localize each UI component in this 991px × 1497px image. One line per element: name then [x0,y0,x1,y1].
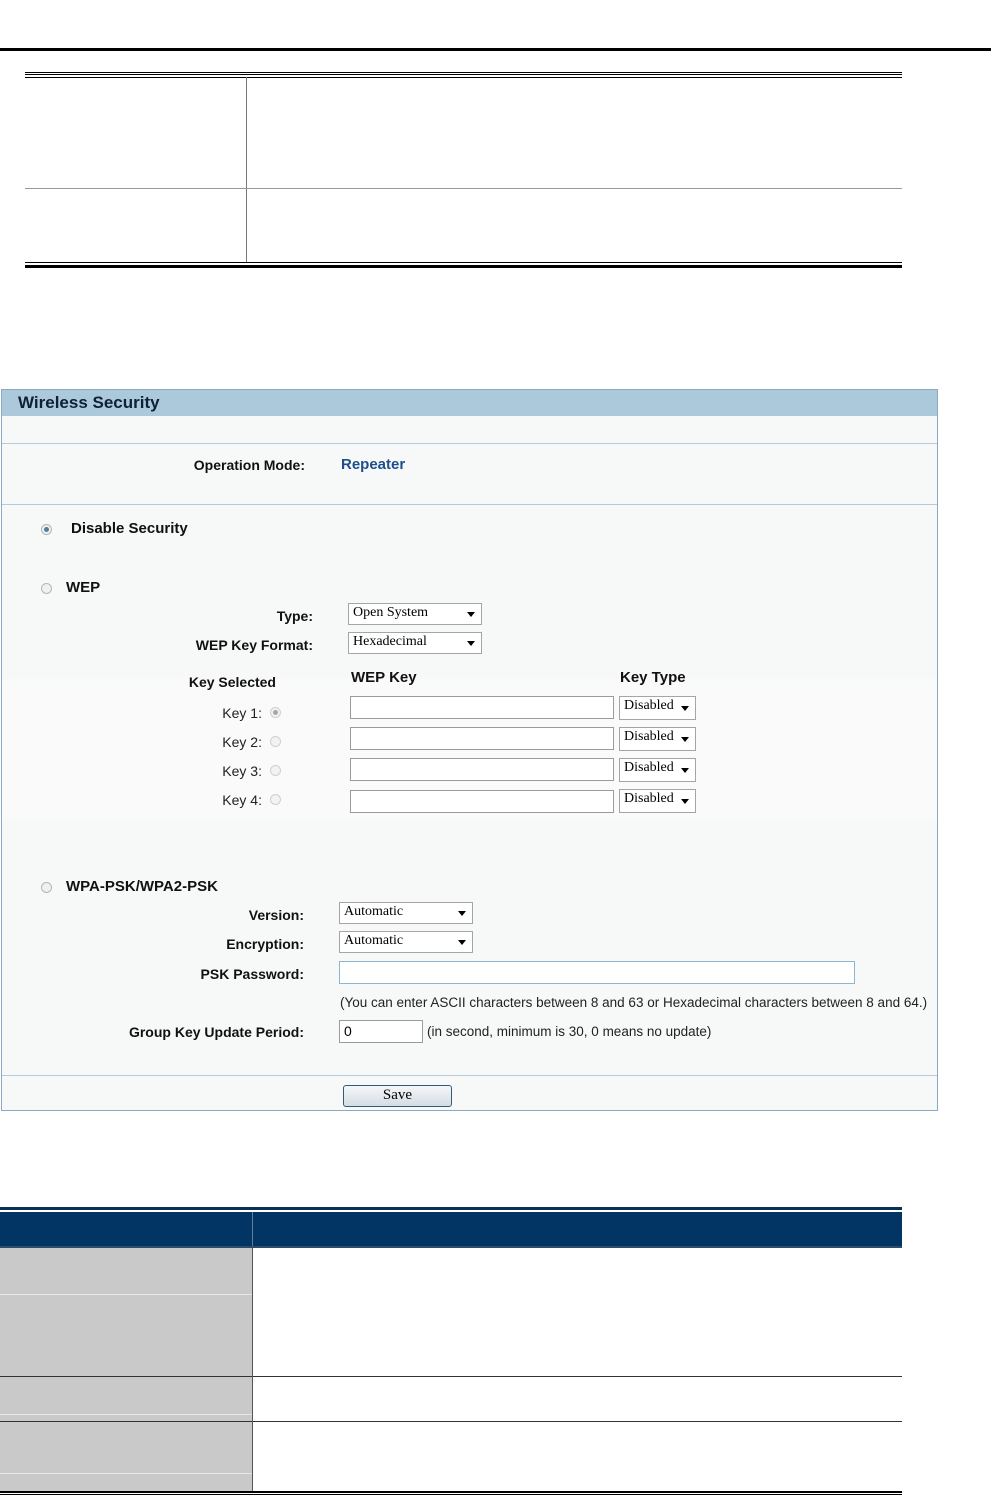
group-key-label: Group Key Update Period: [128,1024,304,1040]
divider [2,1075,937,1076]
col-wep-key: WEP Key [351,669,417,686]
chevron-down-icon [681,737,689,742]
psk-password-label: PSK Password: [200,966,304,982]
key-3-input[interactable] [350,758,614,781]
key-1-input[interactable] [350,696,614,719]
wpa-radio[interactable] [41,882,52,893]
page-header-rule [0,48,991,51]
wpa-encryption-value: Automatic [344,933,404,948]
lower-table-cell-divider [0,1294,252,1295]
save-button[interactable]: Save [343,1085,452,1107]
key-2-input[interactable] [350,727,614,750]
divider [2,504,937,505]
wpa-version-select[interactable] [339,902,473,924]
panel-title: Wireless Security [18,393,160,412]
upper-table-bottom-border [25,262,902,268]
group-key-input[interactable]: 0 [339,1020,423,1043]
upper-table-column-divider [246,77,247,262]
wep-key-format-label: WEP Key Format: [195,637,313,653]
key-2-type-select[interactable] [619,727,696,751]
wep-key-format-select[interactable] [348,632,482,654]
chevron-down-icon [467,612,475,617]
lower-table-header-divider [252,1212,253,1246]
psk-hint: (You can enter ASCII characters between 8 and 63 or Hexadecimal characters between 8 and 64.) [340,995,928,1010]
key-3-label: Key 3: [222,763,262,779]
lower-table-bottom-border [0,1491,902,1495]
operation-mode-value: Repeater [341,456,406,473]
wireless-security-panel [1,389,938,1111]
key-4-label: Key 4: [222,792,262,808]
key-4-type-value: Disabled [624,791,674,806]
chevron-down-icon [681,768,689,773]
chevron-down-icon [458,911,466,916]
chevron-down-icon [681,799,689,804]
upper-table-row-divider [25,188,902,189]
lower-table-cell [0,1248,252,1376]
wep-radio[interactable] [41,583,52,594]
wpa-label: WPA-PSK/WPA2-PSK [66,878,218,895]
key-4-input[interactable] [350,790,614,813]
key-1-type-value: Disabled [624,698,674,713]
key-3-radio[interactable] [270,765,281,776]
disable-security-label: Disable Security [71,520,188,537]
disable-security-radio[interactable] [41,524,52,535]
chevron-down-icon [467,641,475,646]
lower-table-cell [0,1422,252,1491]
upper-table-top-border [25,72,902,78]
key-3-type-value: Disabled [624,760,674,775]
key-3-type-select[interactable] [619,758,696,782]
lower-table-cell-divider [0,1414,252,1415]
key-1-type-select[interactable] [619,696,696,720]
operation-mode-label: Operation Mode: [193,457,305,473]
key-1-label: Key 1: [222,705,262,721]
wep-type-select[interactable] [348,603,482,625]
key-2-radio[interactable] [270,736,281,747]
chevron-down-icon [681,706,689,711]
col-key-selected: Key Selected [188,674,276,690]
wep-type-value: Open System [353,605,429,620]
key-4-radio[interactable] [270,794,281,805]
key-1-radio[interactable] [270,707,281,718]
lower-table-cell-divider [0,1473,252,1474]
wep-key-format-value: Hexadecimal [353,634,427,649]
key-2-type-value: Disabled [624,729,674,744]
wpa-encryption-select[interactable] [339,931,473,953]
psk-password-input[interactable] [339,961,855,984]
wep-label: WEP [66,579,101,596]
wpa-version-label: Version: [248,907,304,923]
col-key-type: Key Type [620,669,686,686]
key-2-label: Key 2: [222,734,262,750]
chevron-down-icon [458,940,466,945]
wep-type-label: Type: [276,608,313,624]
group-key-hint: (in second, minimum is 30, 0 means no update) [427,1024,712,1039]
wpa-encryption-label: Encryption: [226,936,304,952]
key-4-type-select[interactable] [619,789,696,813]
lower-table-column-divider [252,1248,253,1492]
lower-table-header [0,1212,902,1248]
divider [2,443,937,444]
wpa-version-value: Automatic [344,904,404,919]
panel-header [2,390,937,416]
